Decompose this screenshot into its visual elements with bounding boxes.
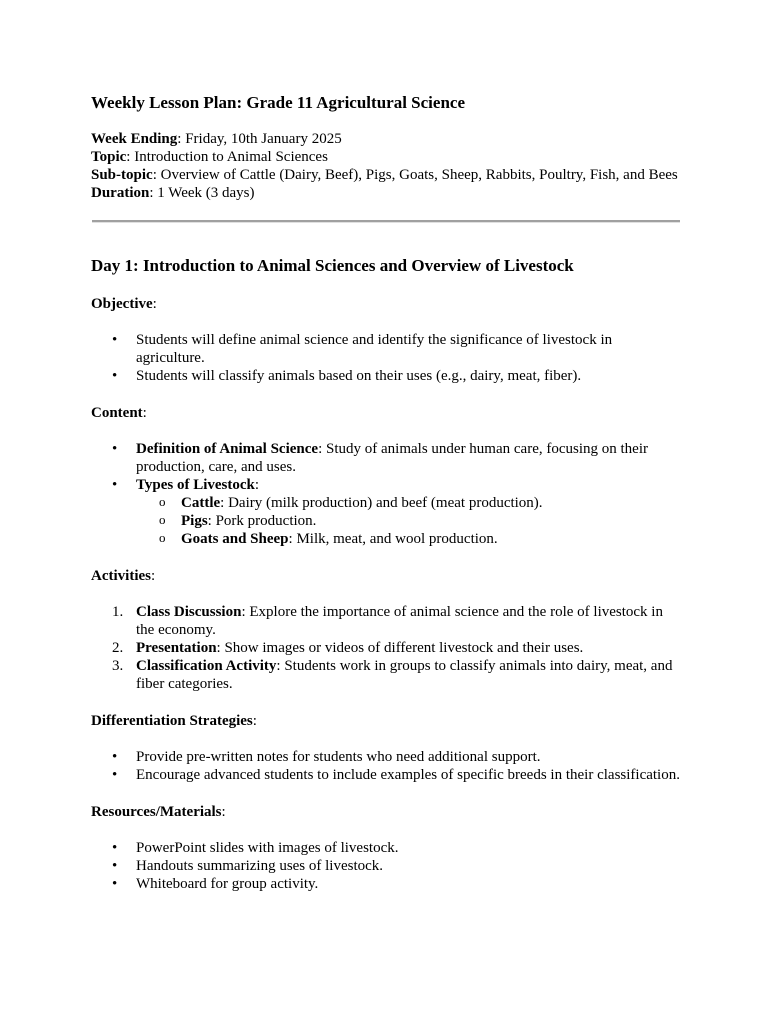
section-suffix: : bbox=[142, 405, 147, 421]
horizontal-divider bbox=[92, 220, 680, 222]
meta-label: Sub-topic bbox=[91, 167, 153, 183]
activities-heading bbox=[91, 567, 681, 585]
activities-list bbox=[91, 603, 681, 693]
list-item bbox=[91, 639, 681, 657]
item-text: : Explore the importance of animal science and the role of livestock in the economy. bbox=[136, 604, 663, 638]
item-text: : Dairy (milk production) and beef (meat production). bbox=[220, 495, 543, 511]
meta-value: : Friday, 10th January 2025 bbox=[177, 131, 342, 147]
lesson-meta bbox=[91, 130, 681, 202]
item-number: 3. bbox=[112, 658, 124, 674]
list-item: • Whiteboard for group activity. bbox=[91, 875, 681, 893]
item-text: : Students work in groups to classify animals into dairy, meat, and fiber categories. bbox=[136, 658, 673, 692]
meta-value: : Introduction to Animal Sciences bbox=[126, 149, 328, 165]
resources-list bbox=[91, 839, 681, 893]
list-item: • PowerPoint slides with images of livestock. bbox=[91, 839, 681, 857]
meta-label: Duration bbox=[91, 185, 150, 201]
section-label: Content bbox=[91, 405, 143, 421]
differentiation-heading bbox=[91, 712, 681, 730]
meta-label: Week Ending bbox=[91, 131, 178, 147]
livestock-sublist bbox=[136, 494, 681, 548]
section-suffix: : bbox=[152, 296, 157, 312]
item-bold: Definition of Animal Science bbox=[136, 441, 319, 457]
meta-label: Topic bbox=[91, 149, 127, 165]
content-heading bbox=[91, 404, 681, 422]
meta-sub-topic bbox=[91, 166, 681, 184]
item-text: : Milk, meat, and wool production. bbox=[288, 531, 498, 547]
item-bold: Pigs bbox=[181, 513, 208, 529]
section-label: Activities bbox=[91, 568, 151, 584]
item-number: 1. bbox=[112, 604, 124, 620]
item-bold: Classification Activity bbox=[136, 658, 277, 674]
objective-heading bbox=[91, 295, 681, 313]
sub-list-item bbox=[91, 530, 681, 548]
item-bold: Types of Livestock bbox=[136, 477, 255, 493]
list-item bbox=[91, 476, 681, 548]
section-label: Objective bbox=[91, 296, 153, 312]
list-item bbox=[91, 603, 681, 639]
list-item bbox=[91, 657, 681, 693]
sub-list-item bbox=[91, 494, 681, 512]
item-text: : Study of animals under human care, focusing on their production, care, and uses. bbox=[136, 441, 648, 475]
list-item: • Students will define animal science and identify the significance of livestock in agriculture. bbox=[91, 331, 681, 367]
day1-title: Day 1: Introduction to Animal Sciences and Overview of Livestock bbox=[91, 256, 574, 275]
meta-week-ending bbox=[91, 130, 681, 148]
document-body bbox=[91, 93, 681, 893]
meta-duration bbox=[91, 184, 681, 202]
section-suffix: : bbox=[252, 713, 257, 729]
list-item bbox=[91, 440, 681, 476]
section-label: Resources/Materials bbox=[91, 804, 222, 820]
item-bold: Class Discussion bbox=[136, 604, 242, 620]
list-item: • Encourage advanced students to include examples of specific breeds in their classification. bbox=[91, 766, 681, 784]
item-text: : Pork production. bbox=[207, 513, 317, 529]
resources-heading bbox=[91, 803, 681, 821]
sub-list-item bbox=[91, 512, 681, 530]
meta-value: : 1 Week (3 days) bbox=[149, 185, 255, 201]
document-title: Weekly Lesson Plan: Grade 11 Agricultural Science bbox=[91, 93, 465, 112]
item-bold: Cattle bbox=[181, 495, 221, 511]
meta-topic bbox=[91, 148, 681, 166]
section-suffix: : bbox=[221, 804, 226, 820]
item-text: : bbox=[254, 477, 260, 493]
differentiation-list bbox=[91, 748, 681, 784]
section-suffix: : bbox=[150, 568, 156, 584]
item-number: 2. bbox=[112, 640, 124, 656]
list-item: • Students will classify animals based on their uses (e.g., dairy, meat, fiber). bbox=[91, 367, 681, 385]
list-item: • Provide pre-written notes for students who need additional support. bbox=[91, 748, 681, 766]
section-label: Differentiation Strategies bbox=[91, 713, 253, 729]
meta-value: : Overview of Cattle (Dairy, Beef), Pigs, Goats, Sheep, Rabbits, Poultry, Fish, and Bees bbox=[152, 167, 678, 183]
list-item: • Handouts summarizing uses of livestock. bbox=[91, 857, 681, 875]
item-bold: Goats and Sheep bbox=[181, 531, 289, 547]
item-bold: Presentation bbox=[136, 640, 217, 656]
objective-list bbox=[91, 331, 681, 385]
item-text: : Show images or videos of different livestock and their uses. bbox=[216, 640, 584, 656]
content-list bbox=[91, 440, 681, 548]
